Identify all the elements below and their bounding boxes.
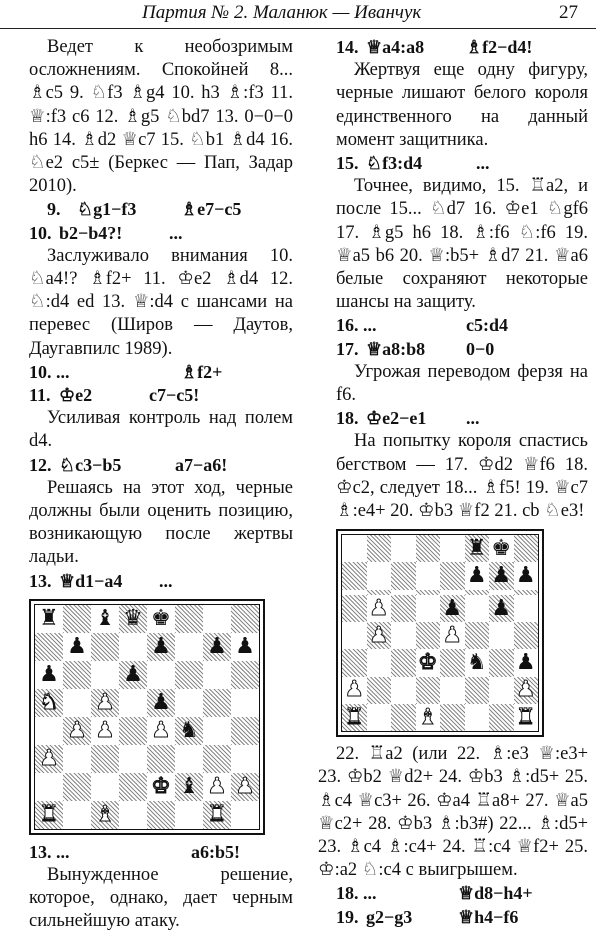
board-square xyxy=(147,801,175,829)
paragraph: Решаясь на этот ход, черные должны были оценить позицию, возникающую после жертвы ладьи. xyxy=(29,477,293,568)
white-pawn-icon: ♟ xyxy=(344,677,365,703)
black-pawn-icon: ♟ xyxy=(235,633,255,659)
board-square xyxy=(119,801,147,829)
board-square xyxy=(440,622,465,649)
board-square xyxy=(63,717,91,745)
board-square xyxy=(465,622,490,649)
board-square xyxy=(416,704,441,731)
chess-diagram-2 xyxy=(336,529,588,737)
move-line: 12. ♘c3−b5 a7−a6! xyxy=(29,454,228,475)
board-square xyxy=(465,595,490,622)
board-square xyxy=(489,562,514,589)
board-square xyxy=(391,622,416,649)
board-square xyxy=(35,717,63,745)
white-pawn-icon: ♟ xyxy=(235,773,255,799)
paragraph: Усиливая контроль над полем d4. xyxy=(29,408,293,452)
white-pawn-icon: ♟ xyxy=(515,677,536,703)
black-king-icon: ♚ xyxy=(491,535,512,561)
black-pawn-icon: ♟ xyxy=(67,633,87,659)
move-line: 10. b2−b4?! ... xyxy=(29,222,183,243)
board-square xyxy=(367,649,392,676)
board-square xyxy=(175,605,203,633)
chessboard xyxy=(341,534,539,732)
white-king-icon: ♚ xyxy=(151,773,171,799)
move-line: 18. ... ♕d8−h4+ xyxy=(336,883,533,904)
black-bishop-icon: ♝ xyxy=(95,605,115,631)
white-pawn-icon: ♟ xyxy=(368,622,389,648)
board-square xyxy=(391,649,416,676)
white-pawn-icon: ♟ xyxy=(95,717,115,743)
board-square xyxy=(514,704,539,731)
board-square xyxy=(416,535,441,562)
board-square xyxy=(391,595,416,622)
black-knight-icon: ♞ xyxy=(466,650,487,676)
board-square xyxy=(489,622,514,649)
paragraph: Заслуживало внимания 10. ♘a4!? ♗f2+ 11. ♔e2 ♗d4 12. ♘:d4 ed 13. ♕:d4 с шансами на перевес (Широв — Даутов, Даугавпилс 1989). xyxy=(29,245,293,359)
black-pawn-icon: ♟ xyxy=(442,595,463,621)
black-pawn-icon: ♟ xyxy=(515,650,536,676)
board-square xyxy=(91,605,119,633)
white-bishop-icon: ♝ xyxy=(417,704,438,730)
board-square xyxy=(63,633,91,661)
board-square xyxy=(367,562,392,589)
board-square xyxy=(35,745,63,773)
move-line: 9. ♘g1−f3 ♗e7−c5 xyxy=(47,199,242,220)
board-square xyxy=(91,661,119,689)
paragraph: Жертвуя еще одну фигуру, черные лишают белого короля единственного на данный момент защитника. xyxy=(336,60,588,150)
board-square xyxy=(231,605,259,633)
board-square xyxy=(175,717,203,745)
board-square xyxy=(203,801,231,829)
board-square xyxy=(35,689,63,717)
paragraph: На попытку короля спастись бегством — 17. ♔d2 ♕f6 18. ♔c2, следует 18... ♗f5! 19. ♕c7 ♗:e4+ 20. ♔b3 ♕f2 21. cb ♘e3! xyxy=(336,431,588,521)
board-square xyxy=(63,801,91,829)
board-square xyxy=(63,773,91,801)
board-square xyxy=(231,745,259,773)
board-square xyxy=(231,717,259,745)
board-square xyxy=(391,677,416,704)
board-square xyxy=(203,773,231,801)
white-rook-icon: ♜ xyxy=(515,704,536,730)
board-square xyxy=(489,704,514,731)
paragraph: Угрожая переводом ферзя на f6. xyxy=(336,361,588,405)
board-square xyxy=(416,562,441,589)
board-square xyxy=(175,745,203,773)
white-pawn-icon: ♟ xyxy=(442,622,463,648)
board-square xyxy=(203,717,231,745)
left-column xyxy=(29,36,293,934)
right-column xyxy=(318,36,588,929)
board-square xyxy=(63,605,91,633)
white-pawn-icon: ♟ xyxy=(368,595,389,621)
header-title: Партия № 2. Маланюк — Иванчук xyxy=(142,2,422,23)
white-knight-icon: ♞ xyxy=(39,689,59,715)
board-square xyxy=(416,622,441,649)
board-square xyxy=(391,704,416,731)
black-knight-icon: ♞ xyxy=(179,717,199,743)
board-square xyxy=(203,689,231,717)
board-square xyxy=(91,801,119,829)
board-square xyxy=(175,773,203,801)
paragraph: Вынужденное решение, которое, однако, дает черным сильнейшую атаку. xyxy=(29,864,293,932)
board-square xyxy=(147,633,175,661)
black-pawn-icon: ♟ xyxy=(491,595,512,621)
board-square xyxy=(91,689,119,717)
board-square xyxy=(440,677,465,704)
board-square xyxy=(147,689,175,717)
board-square xyxy=(119,661,147,689)
move-line: 14. ♕a4:a8 ♗f2−d4! xyxy=(336,37,533,57)
board-square xyxy=(175,801,203,829)
chessboard xyxy=(34,604,260,830)
board-square xyxy=(63,661,91,689)
paragraph: 22. ♖a2 (или 22. ♗:e3 ♕:e3+ 23. ♔b2 ♕d2+ 24. ♔b3 ♗:d5+ 25. ♗c4 ♕c3+ 26. ♔a4 ♖a8+ 27. ♕a5 ♕c2+ 28. ♔b3 ♗:b3#) 22... ♗:d5+ 23. ♗c4 ♗:c4+ 24. ♖:c4 ♕f2+ 25. ♔:a2 ♘:c4 с выигрышем. xyxy=(318,744,588,881)
board-square xyxy=(367,677,392,704)
board-square xyxy=(342,677,367,704)
board-square xyxy=(147,717,175,745)
black-king-icon: ♚ xyxy=(151,605,171,631)
chess-diagram-1 xyxy=(29,599,293,835)
board-square xyxy=(440,562,465,589)
board-square xyxy=(175,661,203,689)
board-square xyxy=(342,649,367,676)
board-square xyxy=(489,595,514,622)
board-square xyxy=(489,535,514,562)
board-square xyxy=(203,745,231,773)
board-square xyxy=(91,745,119,773)
board-square xyxy=(175,633,203,661)
black-pawn-icon: ♟ xyxy=(39,661,59,687)
board-square xyxy=(489,649,514,676)
board-square xyxy=(367,595,392,622)
board-square xyxy=(465,704,490,731)
board-square xyxy=(440,535,465,562)
board-square xyxy=(514,535,539,562)
board-square xyxy=(119,773,147,801)
black-rook-icon: ♜ xyxy=(466,535,487,561)
page-number: 27 xyxy=(559,2,578,23)
move-line: 19. g2−g3 ♕h4−f6 xyxy=(336,906,519,927)
board-square xyxy=(35,801,63,829)
board-square xyxy=(231,633,259,661)
move-line: 15. ♘f3:d4 ... xyxy=(336,153,490,173)
board-square xyxy=(119,689,147,717)
board-square xyxy=(119,745,147,773)
black-pawn-icon: ♟ xyxy=(151,689,171,715)
black-rook-icon: ♜ xyxy=(39,605,59,631)
move-line: 13. ... a6:b5! xyxy=(29,841,240,862)
black-pawn-icon: ♟ xyxy=(123,661,143,687)
white-rook-icon: ♜ xyxy=(207,801,227,827)
board-square xyxy=(465,535,490,562)
board-square xyxy=(391,535,416,562)
white-pawn-icon: ♟ xyxy=(95,689,115,715)
board-square xyxy=(119,633,147,661)
black-pawn-icon: ♟ xyxy=(491,563,512,589)
board-square xyxy=(391,562,416,589)
board-square xyxy=(342,535,367,562)
board-square xyxy=(440,595,465,622)
white-pawn-icon: ♟ xyxy=(39,745,59,771)
white-king-icon: ♚ xyxy=(417,650,438,676)
board-square xyxy=(119,717,147,745)
board-square xyxy=(416,595,441,622)
move-line: 11. ♔e2 c7−c5! xyxy=(29,385,200,405)
board-square xyxy=(489,677,514,704)
board-square xyxy=(514,595,539,622)
board-square xyxy=(367,535,392,562)
board-square xyxy=(342,562,367,589)
board-square xyxy=(91,773,119,801)
board-square xyxy=(35,661,63,689)
running-header xyxy=(0,0,596,29)
white-pawn-icon: ♟ xyxy=(207,773,227,799)
paragraph: Ведет к необозримым осложнениям. Спокойней 8... ♗c5 9. ♘f3 ♗g4 10. h3 ♗:f3 11. ♕:f3 c6 12. ♗g5 ♘bd7 13. 0−0−0 h6 14. ♗d2 ♕c7 15. ♘b1 ♗d4 16. ♘e2 c5± (Беркес — Пап, Задар 2010). xyxy=(29,37,293,197)
black-pawn-icon: ♟ xyxy=(466,563,487,589)
paragraph: Точнее, видимо, 15. ♖a2, и после 15... ♘d7 16. ♔e1 ♘gf6 17. ♗g5 h6 18. ♗:f6 ♘:f6 19. ♕a5 b6 20. ♕:b5+ ♗d7 21. ♕a6 белые сохраняют некоторые шансы на защиту. xyxy=(336,176,588,313)
board-square xyxy=(342,622,367,649)
board-square xyxy=(203,633,231,661)
board-square xyxy=(147,745,175,773)
board-square xyxy=(91,717,119,745)
board-square xyxy=(231,661,259,689)
board-square xyxy=(147,661,175,689)
board-square xyxy=(440,649,465,676)
board-square xyxy=(231,801,259,829)
board-square xyxy=(514,622,539,649)
board-square xyxy=(514,562,539,589)
black-pawn-icon: ♟ xyxy=(151,633,171,659)
board-square xyxy=(147,605,175,633)
board-square xyxy=(367,704,392,731)
white-rook-icon: ♜ xyxy=(344,704,365,730)
board-square xyxy=(367,622,392,649)
board-square xyxy=(63,689,91,717)
white-bishop-icon: ♝ xyxy=(95,801,115,827)
board-square xyxy=(175,689,203,717)
move-line: 10. ... ♗f2+ xyxy=(29,361,223,382)
board-square xyxy=(440,704,465,731)
board-square xyxy=(35,605,63,633)
board-square xyxy=(465,562,490,589)
board-square xyxy=(465,677,490,704)
white-pawn-icon: ♟ xyxy=(151,717,171,743)
black-pawn-icon: ♟ xyxy=(207,633,227,659)
move-line: 18. ♔e2−e1 ... xyxy=(336,408,480,429)
move-line: 13. ♕d1−a4 ... xyxy=(29,570,173,591)
board-square xyxy=(119,605,147,633)
board-square xyxy=(416,649,441,676)
board-square xyxy=(91,633,119,661)
black-pawn-icon: ♟ xyxy=(515,563,536,589)
board-square xyxy=(35,773,63,801)
white-rook-icon: ♜ xyxy=(39,801,59,827)
board-square xyxy=(203,661,231,689)
board-square xyxy=(147,773,175,801)
move-line: 17. ♕a8:b8 0−0 xyxy=(336,338,495,359)
board-square xyxy=(63,745,91,773)
board-square xyxy=(465,649,490,676)
white-pawn-icon: ♟ xyxy=(67,717,87,743)
board-square xyxy=(514,677,539,704)
board-square xyxy=(231,689,259,717)
board-square xyxy=(203,605,231,633)
board-square xyxy=(514,649,539,676)
move-line: 16. ... c5:d4 xyxy=(336,315,508,336)
board-square xyxy=(342,704,367,731)
board-square xyxy=(416,677,441,704)
black-bishop-icon: ♝ xyxy=(179,773,199,799)
board-square xyxy=(231,773,259,801)
board-square xyxy=(35,633,63,661)
board-square xyxy=(342,595,367,622)
black-queen-icon: ♛ xyxy=(123,605,143,631)
